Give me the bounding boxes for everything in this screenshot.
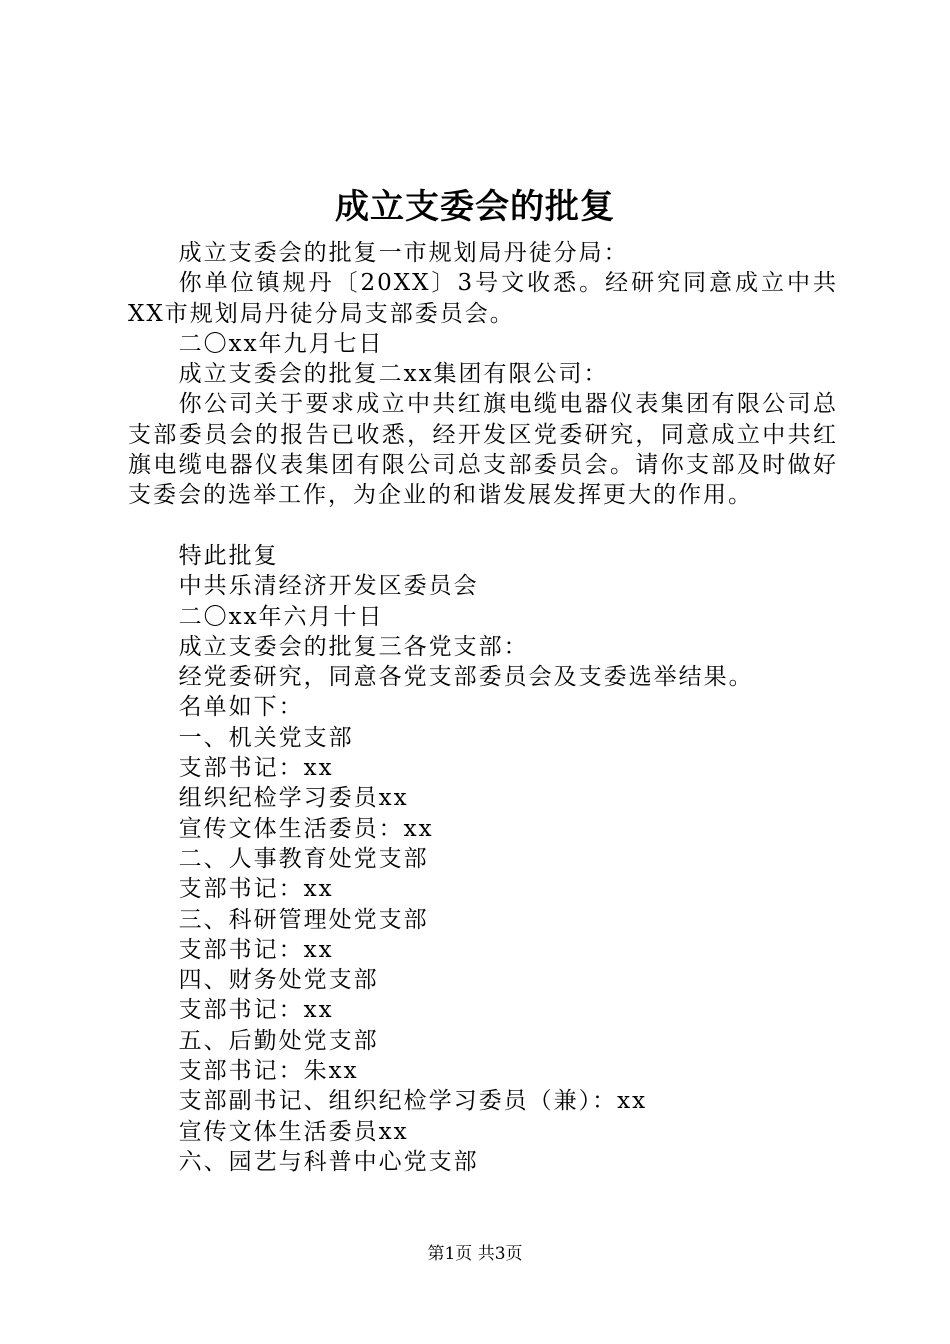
page-number: 第1页 共3页 — [427, 1244, 523, 1264]
document-body — [128, 238, 838, 1177]
list-item: 支部书记：朱xx — [178, 1058, 359, 1085]
blank-line — [128, 511, 838, 541]
paragraph-issuer: 中共乐清经济开发区委员会 — [178, 573, 479, 600]
list-item: 支部书记：xx — [178, 876, 334, 903]
list-item: 支部书记：xx — [178, 997, 334, 1024]
paragraph-reply-three-heading: 成立支委会的批复三各党支部： — [178, 633, 529, 660]
list-item: 六、园艺与科普中心党支部 — [178, 1148, 479, 1175]
paragraph-reply-one-date: 二〇xx年九月七日 — [178, 330, 384, 357]
list-item: 组织纪检学习委员xx — [178, 785, 409, 812]
paragraph-reply-one-heading: 成立支委会的批复一市规划局丹徒分局： — [178, 240, 629, 266]
list-item: 支部副书记、组织纪检学习委员（兼）：xx — [178, 1088, 648, 1115]
list-item: 四、财务处党支部 — [178, 967, 379, 994]
document-title: 成立支委会的批复 — [335, 187, 615, 227]
paragraph-reply-two-body: 你公司关于要求成立中共红旗电缆电器仪表集团有限公司总支部委员会的报告已收悉，经开发区党委研究，同意成立中共红旗电缆电器仪表集团有限公司总支部委员会。请你支部及时做好支委会的选举工作，为企业的和谐发展发挥更大的作用。 — [128, 391, 838, 509]
paragraph-special-reply: 特此批复 — [178, 542, 279, 569]
paragraph-reply-three-body: 经党委研究，同意各党支部委员会及支委选举结果。 — [178, 664, 754, 691]
paragraph-list-intro: 名单如下： — [178, 694, 304, 721]
list-item: 宣传文体生活委员xx — [178, 1118, 409, 1145]
paragraph-reply-one-body: 你单位镇规丹〔20XX〕3号文收悉。经研究同意成立中共XX市规划局丹徒分局支部委员会。 — [128, 270, 838, 327]
list-item: 宣传文体生活委员：xx — [178, 815, 434, 842]
list-item: 三、科研管理处党支部 — [178, 906, 429, 933]
list-item: 支部书记：xx — [178, 755, 334, 782]
list-item: 二、人事教育处党支部 — [178, 845, 429, 872]
list-item: 一、机关党支部 — [178, 724, 354, 751]
list-item: 支部书记：xx — [178, 936, 334, 963]
list-item: 五、后勤处党支部 — [178, 1027, 379, 1054]
paragraph-reply-two-date: 二〇xx年六月十日 — [178, 603, 384, 630]
paragraph-reply-two-heading: 成立支委会的批复二xx集团有限公司： — [178, 361, 609, 388]
